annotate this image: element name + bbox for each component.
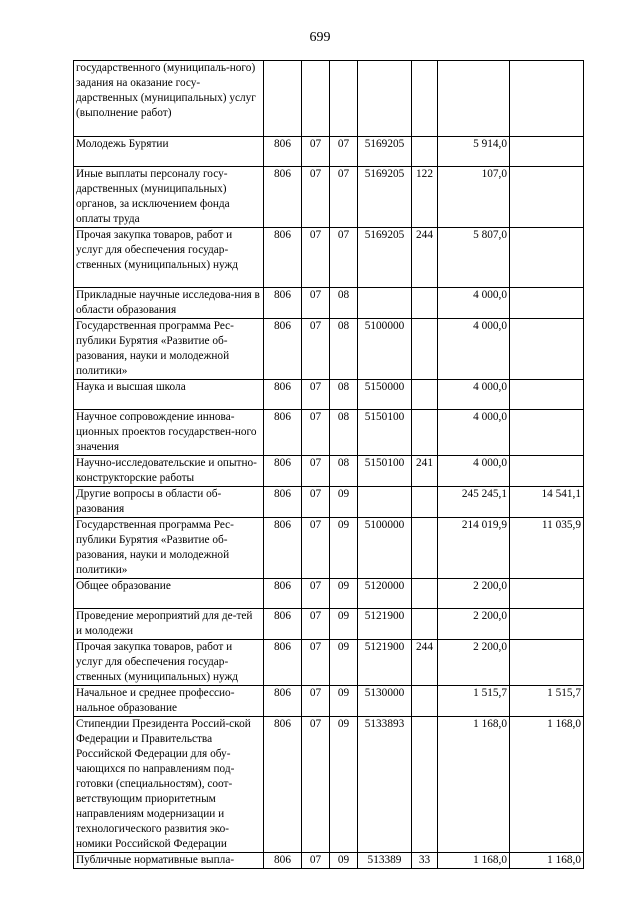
target-article-cell: 5169205 <box>358 167 412 228</box>
budget-table <box>73 60 584 869</box>
expense-type-cell <box>412 717 438 853</box>
ministry-code-cell: 806 <box>264 487 302 518</box>
ministry-code-cell: 806 <box>264 410 302 456</box>
section-code-cell: 07 <box>302 410 330 456</box>
expense-type-cell: 244 <box>412 228 438 288</box>
subsection-code-cell: 09 <box>330 717 358 853</box>
amount-cell: 214 019,9 <box>438 518 510 579</box>
table-row <box>74 853 584 869</box>
table-row <box>74 137 584 167</box>
section-code-cell: 07 <box>302 319 330 380</box>
expense-type-cell <box>412 518 438 579</box>
target-article-cell: 5169205 <box>358 228 412 288</box>
target-article-cell: 5133893 <box>358 717 412 853</box>
table-body <box>74 61 584 869</box>
subsection-code-cell: 08 <box>330 456 358 487</box>
target-article-cell: 5130000 <box>358 686 412 717</box>
subvention-amount-cell <box>510 228 584 288</box>
table-row <box>74 410 584 456</box>
row-name-cell: Государственная программа Рес-публики Бурятия «Развитие об-разования, науки и молодежной политики» <box>74 518 264 579</box>
row-name-cell: Молодежь Бурятии <box>74 137 264 167</box>
amount-cell: 1 168,0 <box>438 717 510 853</box>
amount-cell: 2 200,0 <box>438 609 510 640</box>
subsection-code-cell: 07 <box>330 228 358 288</box>
target-article-cell: 5100000 <box>358 319 412 380</box>
ministry-code-cell: 806 <box>264 288 302 319</box>
section-code-cell: 07 <box>302 853 330 869</box>
subsection-code-cell: 09 <box>330 853 358 869</box>
row-name-cell: Научно-исследовательские и опытно-конструкторские работы <box>74 456 264 487</box>
section-code-cell <box>302 61 330 137</box>
table-row <box>74 380 584 410</box>
expense-type-cell <box>412 288 438 319</box>
table-row <box>74 319 584 380</box>
amount-cell: 4 000,0 <box>438 456 510 487</box>
ministry-code-cell: 806 <box>264 456 302 487</box>
subsection-code-cell: 09 <box>330 686 358 717</box>
section-code-cell: 07 <box>302 167 330 228</box>
row-name-cell: Научное сопровождение иннова-ционных проектов государствен-ного значения <box>74 410 264 456</box>
section-code-cell: 07 <box>302 380 330 410</box>
subvention-amount-cell <box>510 61 584 137</box>
expense-type-cell: 244 <box>412 640 438 686</box>
table-row <box>74 640 584 686</box>
subsection-code-cell <box>330 61 358 137</box>
amount-cell <box>438 61 510 137</box>
row-name-cell: Прочая закупка товаров, работ и услуг для обеспечения государ-ственных (муниципальных) нужд <box>74 640 264 686</box>
row-name-cell: государственного (муниципаль-ного) задания на оказание госу-дарственных (муниципальных) услуг (выполнение работ) <box>74 61 264 137</box>
subvention-amount-cell <box>510 288 584 319</box>
table-row <box>74 167 584 228</box>
amount-cell: 4 000,0 <box>438 288 510 319</box>
subvention-amount-cell: 14 541,1 <box>510 487 584 518</box>
table-row <box>74 228 584 288</box>
subsection-code-cell: 07 <box>330 167 358 228</box>
row-name-cell: Проведение мероприятий для де-тей и молодежи <box>74 609 264 640</box>
expense-type-cell <box>412 61 438 137</box>
table-row <box>74 717 584 853</box>
amount-cell: 4 000,0 <box>438 380 510 410</box>
expense-type-cell <box>412 579 438 609</box>
page-number: 699 <box>309 30 331 45</box>
ministry-code-cell: 806 <box>264 380 302 410</box>
section-code-cell: 07 <box>302 640 330 686</box>
section-code-cell: 07 <box>302 487 330 518</box>
subvention-amount-cell <box>510 167 584 228</box>
amount-cell: 2 200,0 <box>438 579 510 609</box>
amount-cell: 107,0 <box>438 167 510 228</box>
target-article-cell: 5121900 <box>358 609 412 640</box>
amount-cell: 4 000,0 <box>438 319 510 380</box>
expense-type-cell <box>412 137 438 167</box>
row-name-cell: Наука и высшая школа <box>74 380 264 410</box>
section-code-cell: 07 <box>302 228 330 288</box>
row-name-cell: Общее образование <box>74 579 264 609</box>
amount-cell: 5 807,0 <box>438 228 510 288</box>
subvention-amount-cell <box>510 579 584 609</box>
row-name-cell: Стипендии Президента Россий-ской Федерации и Правительства Российской Федерации для обу-чающихся по направлениям под-готовки (специальностям), соот-ветствующим приоритетным направлениям модернизации и технологического развития эко-номики Российской Федерации <box>74 717 264 853</box>
subvention-amount-cell <box>510 640 584 686</box>
subvention-amount-cell <box>510 609 584 640</box>
subsection-code-cell: 09 <box>330 518 358 579</box>
target-article-cell <box>358 288 412 319</box>
subsection-code-cell: 08 <box>330 319 358 380</box>
ministry-code-cell: 806 <box>264 319 302 380</box>
table-row <box>74 456 584 487</box>
amount-cell: 1 515,7 <box>438 686 510 717</box>
subvention-amount-cell <box>510 410 584 456</box>
amount-cell: 245 245,1 <box>438 487 510 518</box>
target-article-cell <box>358 61 412 137</box>
expense-type-cell <box>412 609 438 640</box>
subsection-code-cell: 09 <box>330 487 358 518</box>
ministry-code-cell: 806 <box>264 853 302 869</box>
subsection-code-cell: 07 <box>330 137 358 167</box>
target-article-cell: 5100000 <box>358 518 412 579</box>
ministry-code-cell <box>264 61 302 137</box>
target-article-cell: 5150000 <box>358 380 412 410</box>
target-article-cell: 5120000 <box>358 579 412 609</box>
table-row <box>74 61 584 137</box>
ministry-code-cell: 806 <box>264 167 302 228</box>
subsection-code-cell: 08 <box>330 288 358 319</box>
subsection-code-cell: 09 <box>330 579 358 609</box>
target-article-cell: 513389 <box>358 853 412 869</box>
row-name-cell: Другие вопросы в области об-разования <box>74 487 264 518</box>
ministry-code-cell: 806 <box>264 228 302 288</box>
ministry-code-cell: 806 <box>264 717 302 853</box>
table-row <box>74 288 584 319</box>
expense-type-cell <box>412 686 438 717</box>
subvention-amount-cell: 1 515,7 <box>510 686 584 717</box>
amount-cell: 1 168,0 <box>438 853 510 869</box>
section-code-cell: 07 <box>302 579 330 609</box>
expense-type-cell: 241 <box>412 456 438 487</box>
section-code-cell: 07 <box>302 288 330 319</box>
amount-cell: 5 914,0 <box>438 137 510 167</box>
table-row <box>74 579 584 609</box>
ministry-code-cell: 806 <box>264 518 302 579</box>
ministry-code-cell: 806 <box>264 640 302 686</box>
target-article-cell <box>358 487 412 518</box>
table-row <box>74 518 584 579</box>
ministry-code-cell: 806 <box>264 609 302 640</box>
row-name-cell: Государственная программа Рес-публики Бурятия «Развитие об-разования, науки и молодежной политики» <box>74 319 264 380</box>
expense-type-cell <box>412 487 438 518</box>
expense-type-cell: 122 <box>412 167 438 228</box>
target-article-cell: 5150100 <box>358 410 412 456</box>
subvention-amount-cell <box>510 456 584 487</box>
expense-type-cell <box>412 319 438 380</box>
row-name-cell: Прикладные научные исследова-ния в области образования <box>74 288 264 319</box>
expense-type-cell <box>412 410 438 456</box>
table-row <box>74 609 584 640</box>
subsection-code-cell: 08 <box>330 410 358 456</box>
section-code-cell: 07 <box>302 456 330 487</box>
table-row <box>74 487 584 518</box>
subvention-amount-cell: 11 035,9 <box>510 518 584 579</box>
subsection-code-cell: 09 <box>330 609 358 640</box>
ministry-code-cell: 806 <box>264 686 302 717</box>
subvention-amount-cell <box>510 319 584 380</box>
subsection-code-cell: 08 <box>330 380 358 410</box>
row-name-cell: Иные выплаты персоналу госу-дарственных (муниципальных) органов, за исключением фонда оплаты труда <box>74 167 264 228</box>
section-code-cell: 07 <box>302 686 330 717</box>
ministry-code-cell: 806 <box>264 137 302 167</box>
target-article-cell: 5169205 <box>358 137 412 167</box>
subvention-amount-cell <box>510 137 584 167</box>
row-name-cell: Публичные нормативные выпла- <box>74 853 264 869</box>
section-code-cell: 07 <box>302 717 330 853</box>
amount-cell: 2 200,0 <box>438 640 510 686</box>
subvention-amount-cell: 1 168,0 <box>510 717 584 853</box>
expense-type-cell <box>412 380 438 410</box>
section-code-cell: 07 <box>302 137 330 167</box>
row-name-cell: Начальное и среднее профессио-нальное образование <box>74 686 264 717</box>
ministry-code-cell: 806 <box>264 579 302 609</box>
expense-type-cell: 33 <box>412 853 438 869</box>
subvention-amount-cell: 1 168,0 <box>510 853 584 869</box>
subsection-code-cell: 09 <box>330 640 358 686</box>
section-code-cell: 07 <box>302 609 330 640</box>
target-article-cell: 5150100 <box>358 456 412 487</box>
table-row <box>74 686 584 717</box>
target-article-cell: 5121900 <box>358 640 412 686</box>
section-code-cell: 07 <box>302 518 330 579</box>
row-name-cell: Прочая закупка товаров, работ и услуг для обеспечения государ-ственных (муниципальных) нужд <box>74 228 264 288</box>
subvention-amount-cell <box>510 380 584 410</box>
amount-cell: 4 000,0 <box>438 410 510 456</box>
